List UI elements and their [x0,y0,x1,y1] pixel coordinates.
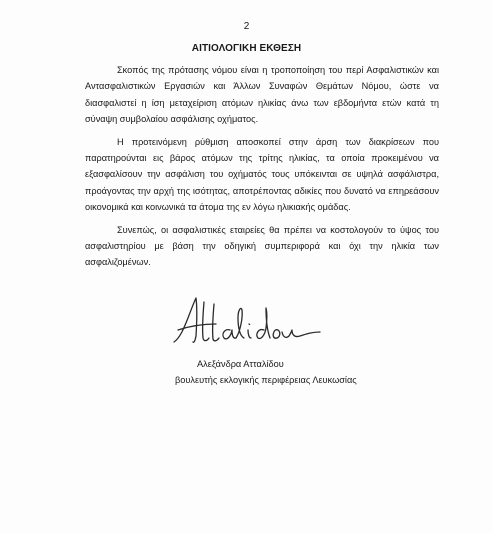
signatory-title: βουλευτής εκλογικής περιφέρειας Λευκωσίας [175,375,357,385]
handwritten-signature [170,292,330,354]
paragraph-purpose: Σκοπός της πρότασης νόμου είναι η τροποποίηση του περί Ασφαλιστικών και Αντασφαλιστικών Εργασιών και Άλλων Συναφών Θεμάτων Νόμου, ώστε να διασφαλιστεί η ίση μεταχείριση ατόμων ηλικίας άνω των εβδομήντα ετών κατά τη σύναψη συμβολαίου ασφάλισης οχήματος. [85,65,439,125]
document-body [85,62,439,277]
signatory-name: Αλεξάνδρα Ατταλίδου [197,359,284,369]
paragraph-conclusion: Συνεπώς, οι ασφαλιστικές εταιρείες θα πρέπει να κοστολογούν το ύψος του ασφαλιστηρίου με βάση την οδηγική συμπεριφορά και όχι την ηλικία των ασφαλιζομένων. [85,224,439,268]
page-number: 2 [243,21,250,32]
paragraph-rationale: Η προτεινόμενη ρύθμιση αποσκοπεί στην άρση των διακρίσεων που παρατηρούνται εις βάρος ατόμων της τρίτης ηλικίας, τα οποία προκειμένου να εξασφαλίσουν την ασφάλιση του οχήματός τους υπόκεινται σε υψηλά ασφάλιστρα, προάγοντας την αρχή της ισότητας, αποτρέποντας αδικίες που δυνατό να επηρεάσουν οικονομικά και κοινωνικά τα άτομα της εν λόγω ηλικιακής ομάδας. [85,136,439,213]
document-heading: ΑΙΤΙΟΛΟΓΙΚΗ ΕΚΘΕΣΗ [191,43,302,54]
